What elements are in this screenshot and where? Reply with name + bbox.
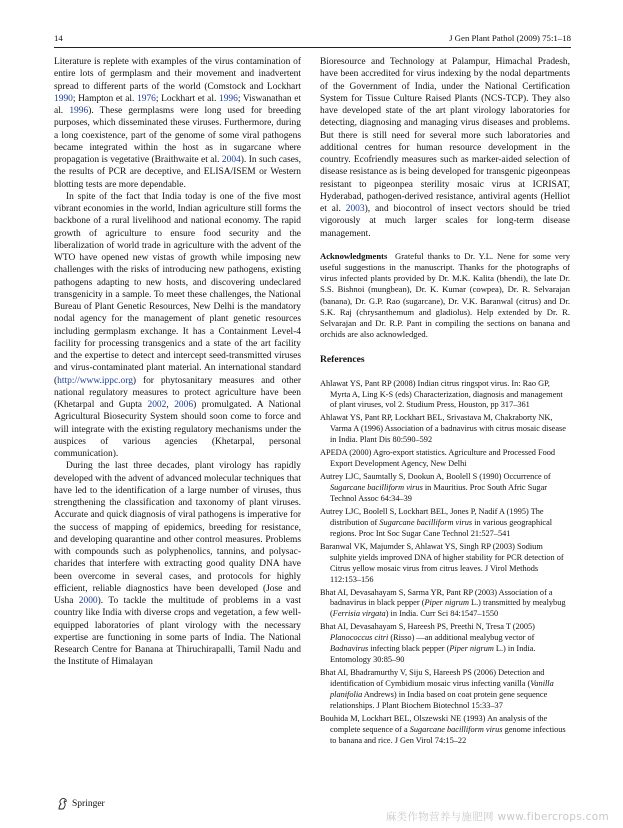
text-run: ; Viswanathan et al. [54, 93, 302, 116]
reference-entry [320, 472, 570, 505]
paragraph [54, 191, 301, 461]
text-run: Autrey LJC, Boolell S, Lockhart BEL, Jones P, Nadif A (1995) The distribution of [320, 506, 544, 527]
citation-link[interactable]: 1996 [69, 106, 89, 116]
citation-link[interactable]: 2004 [221, 155, 241, 165]
text-run: Baranwal VK, Majumder S, Ahlawat YS, Singh RP (2003) Sodium sulphite yields improved DNA of higher stability for PCR detection of Citrus yellow mosaic virus from citrus leaves. J Virol Methods 112:153–156 [320, 541, 564, 584]
left-column [54, 56, 301, 669]
text-run: Bioresource and Technology at Palampur, Himachal Pradesh, have been accredited for virus indexing by the nodal departments of the Government of India, under the National Certification System for Tissue Culture Raised Plants (NCS-TCP). They also have developed state of the art plant virology laboratories for detecting, diagnosing and managing virus diseases and problems. But there is still need for several more such laboratories and additional centres for human resource development in the country. Ecofriendly measures such as marker-aided selection of disease resistance as is being developed for transgenic pigeonpeas resistant to pigeonpea sterility mosaic virus at ICRISAT, Hyderabad, pathogen-derived resistance, antiviral agents (Helliot et al. [320, 57, 570, 214]
citation-link[interactable]: 2003 [345, 204, 365, 214]
text-run: Andrews) in India based on coat protein gene sequence relationships. J Plant Biochem Biotechnol 15:33–37 [330, 689, 548, 710]
journal-citation: J Gen Plant Pathol (2009) 75:1–18 [449, 33, 571, 43]
text-run: Literature is replete with examples of the virus contamination of entire lots of germplasm and their movement and inadvertent spread to different parts of the world (Comstock and Lockhart [54, 57, 301, 92]
reference-entry [320, 622, 570, 666]
text-run: genome infectious to banana and rice. J Gen Virol 74:15–22 [330, 724, 566, 745]
right-column [320, 56, 570, 749]
italic-term: Piper nigrum [449, 644, 494, 654]
references-heading: References [320, 354, 365, 366]
acknowledgments-text: Grateful thanks to Dr. Y.L. Nene for some very useful suggestions in the manuscript. Thanks for the photographs of virus infected plants provided by Dr. M.K. Kalita (bhendi), the late Dr. S.S. Bishnoi (mungbean), Dr. K. Kumar (cowpea), Dr. R. Selvarajan (banana), Dr. G.P. Rao (sugarcane), Dr. V.K. Baranwal (citrus) and Dr. S.K. Raj (chrysanthemum and gladiolus). Help extended by Dr. R. Selvarajan and Dr. R.P. Pant in compiling the sections on banana and orchids are also acknowledged. [320, 250, 570, 340]
text-run: Bhat AI, Devasahayam S, Sarma YR, Pant RP (2003) Association of a badnavirus in black pepper ( [320, 587, 553, 608]
text-run: , [166, 400, 175, 410]
springer-horse-icon [56, 797, 69, 810]
text-run: in Mauritius. Proc South Afric Sugar Technol Assoc 64:34–39 [330, 483, 548, 503]
text-run: During the last three decades, plant virology has rapidly developed with the advent of advanced molecular techniques that have led to the identification of a large number of viruses, thus strengthening the classification and taxonomy of plant viruses. Accurate and quick diagnosis of viral pathogens is imperative for the success of mapping of epidemics, breeding for resistance, and developing quarantine and other control measures. Problems with compounds such as polyphenolics, tannins, and polysaccharides that interfere with extracting good quality DNA have been overcome in several cases, and protocols for highly efficient, reliable diagnostics have been developed (Jose and Usha [54, 461, 301, 606]
italic-term: Sugarcane bacilliform virus [379, 517, 473, 527]
text-run: ; Lockhart et al. [155, 93, 219, 104]
text-run: ). These germplasms were long used for breeding purposes, which disseminated these viruses. Furthermore, during a long coexistence, part of the genome of some viral pathogens became integrated within the host as in sugarcane where propagation is vegetative (Braithwaite et al. [54, 106, 301, 165]
reference-entry [320, 714, 570, 747]
text-run: Bhat AI, Devasahayam S, Hareesh PS, Preethi N, Tresa T (2005) [320, 622, 535, 632]
italic-term: Sugarcane bacilliform virus [409, 724, 503, 734]
citation-link[interactable]: 2006 [174, 400, 194, 410]
text-run: ), and biocontrol of insect vectors should be tried vigorously at much larger scales for long-term disease management. [320, 204, 571, 239]
text-run: (Risso) —an additional mealybug vector of [388, 633, 535, 643]
references-list [320, 379, 570, 747]
reference-entry [320, 413, 570, 446]
citation-link[interactable]: 1996 [218, 93, 238, 104]
text-run: L.) transmitted by mealybug ( [330, 598, 566, 619]
text-run: ). To tackle the multitude of problems in a vast country like India with diverse crops and vegetation, a few well-equipped laboratories of plant virology with the necessary expertise are functioning in some parts of India. The National Research Centre for Banana at Thiruchirapalli, Tamil Nadu and the Institute of Himalayan [54, 596, 301, 668]
text-run: Autrey LJC, Saumtally S, Dookun A, Boolell S (1990) Occurrence of [320, 472, 551, 482]
citation-link[interactable]: 1976 [137, 93, 156, 104]
page-header [54, 33, 571, 45]
text-run: ) in India. Curr Sci 84:1547–1550 [385, 609, 499, 619]
reference-entry [320, 542, 570, 586]
reference-entry [320, 507, 570, 540]
text-run: Ahlawat YS, Pant RP, Lockhart BEL, Srivastava M, Chakraborty NK, Varma A (1996) Association of a badnavirus with citrus mosaic disease in India. Plant Dis 80:590–592 [320, 413, 566, 445]
italic-term: Badnavirus [330, 644, 369, 654]
paragraph [54, 56, 301, 191]
text-run: L.) in India. Entomology 30:85–90 [330, 644, 536, 665]
text-run: infecting black pepper ( [368, 644, 450, 654]
text-run: ) for phytosanitary measures and other national regulatory measures to protect agriculture have been (Khetarpal and Gupta [54, 375, 301, 410]
reference-entry [320, 668, 570, 712]
publisher-name: Springer [72, 798, 105, 809]
page-number: 14 [54, 33, 63, 43]
text-run: APEDA (2000) Agro-export statistics. Agriculture and Processed Food Export Development Agency, New Delhi [320, 448, 556, 469]
text-run: In spite of the fact that India today is one of the five most vibrant economies in the world, Indian agriculture still forms the backbone of a rural livelihood and national economy. The rapid growth of agriculture to ensure food security and the liberalization of world trade in agriculture with the advent of the WTO have opened new vistas of growth while imposing new challenges with the risks of introducing new pathogens, existing pathogens adapting to new hosts, and discovering undeclared transgenicity in a sample. To meet these challenges, the National Bureau of Plant Genetic Resources, New Delhi is the mandatory nodal agency for the management of plant genetic resources including germplasm exchange. It has a Containment Level-4 facility for processing transgenics and a state of the art facility and the expertise to detect and intercept seed-transmitted viruses and virus-contaminated plant material. An international standard ( [54, 191, 301, 386]
italic-term: Sugarcane bacilliform virus [330, 483, 423, 493]
text-run: Bouhida M, Lockhart BEL, Olszewski NE (1993) An analysis of the complete sequence of a [320, 713, 548, 734]
italic-term: Piper nigrum [424, 598, 469, 608]
citation-link[interactable]: 2000 [78, 596, 98, 606]
italic-term: Planococcus citri [330, 633, 389, 643]
publisher-footer [56, 797, 105, 810]
text-run: ; Hampton et al. [72, 93, 138, 104]
reference-entry [320, 379, 570, 412]
site-watermark: 麻类作物营养与施肥网 www.fibercrops.com [385, 811, 609, 823]
text-run: ) promulgated. A National Agricultural Biosecurity System should soon come to force and will integrate with the existing regulatory mechanisms under the auspices of various agencies (Khetarpal, personal communication). [54, 400, 301, 459]
citation-link[interactable]: http://www.ippc.org [57, 375, 133, 386]
citation-link[interactable]: 1990 [54, 93, 73, 104]
italic-term: Ferrisia virgata [332, 609, 386, 619]
acknowledgments [320, 251, 570, 341]
reference-entry [320, 448, 570, 470]
reference-entry [320, 588, 570, 621]
paragraph [54, 460, 301, 668]
citation-link[interactable]: 2002 [147, 400, 167, 410]
header-rule [54, 47, 571, 48]
italic-term: Vanilla planifolia [330, 678, 554, 699]
text-run: Bhat AI, Bhadramurthy V, Siju S, Hareesh PS (2006) Detection and identification of Cymbidium mosaic virus infecting vanilla ( [320, 668, 545, 688]
text-run: Ahlawat YS, Pant RP (2008) Indian citrus ringspot virus. In: Rao GP, Myrta A, Ling K-S (eds) Characterization, diagnosis and management of plant viruses, vol 2. Studium Press, Houston, pp 317–361 [320, 378, 563, 410]
text-run: in various geographical regions. Proc Int Soc Sugar Cane Technol 21:527–541 [330, 517, 553, 538]
paragraph [320, 56, 570, 240]
acknowledgments-title: Acknowledgments [320, 250, 388, 261]
text-run: ). In such cases, the results of PCR are deceptive, and ELISA/ISEM or Western blotting tests are more dependable. [54, 155, 301, 190]
